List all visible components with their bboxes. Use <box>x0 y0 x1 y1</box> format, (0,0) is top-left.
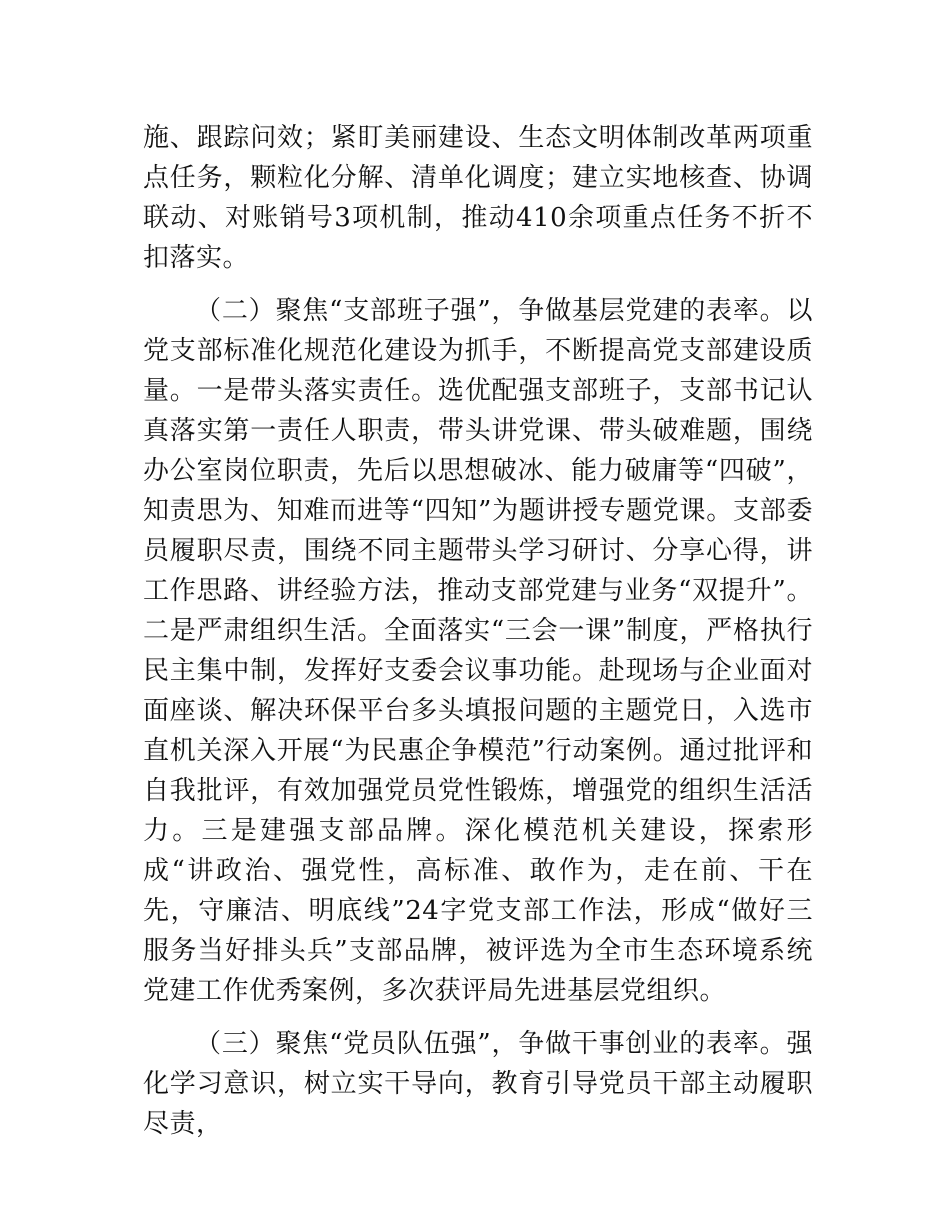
paragraph-section-2: （二）聚焦“支部班子强”，争做基层党建的表率。以党支部标准化规范化建设为抓手，不断提高党支部建设质量。一是带头落实责任。选优配强支部班子，支部书记认真落实第一责任人职责，带头讲党课、带头破难题，围绕办公室岗位职责，先后以思想破冰、能力破庸等“四破”，知责思为、知难而进等“四知”为题讲授专题党课。支部委员履职尽责，围绕不同主题带头学习研讨、分享心得，讲工作思路、讲经验方法，推动支部党建与业务“双提升”。二是严肃组织生活。全面落实“三会一课”制度，严格执行民主集中制，发挥好支委会议事功能。赴现场与企业面对面座谈、解决环保平台多头填报问题的主题党日，入选市直机关深入开展“为民惠企争模范”行动案例。通过批评和自我批评，有效加强党员党性锻炼，增强党的组织生活活力。三是建强支部品牌。深化模范机关建设，探索形成“讲政治、强党性，高标准、敢作为，走在前、干在先，守廉洁、明底线”24字党支部工作法，形成“做好三服务当好排头兵”支部品牌，被评选为全市生态环境系统党建工作优秀案例，多次获评局先进基层党组织。 <box>143 296 813 1006</box>
paragraph-section-3: （三）聚焦“党员队伍强”，争做干事创业的表率。强化学习意识，树立实干导向，教育引导党员干部主动履职尽责， <box>143 1029 813 1139</box>
document-body <box>143 118 813 1157</box>
paragraph-continuation: 施、跟踪问效；紧盯美丽建设、生态文明体制改革两项重点任务，颗粒化分解、清单化调度；建立实地核查、协调联动、对账销号3项机制，推动410余项重点任务不折不扣落实。 <box>143 123 813 273</box>
